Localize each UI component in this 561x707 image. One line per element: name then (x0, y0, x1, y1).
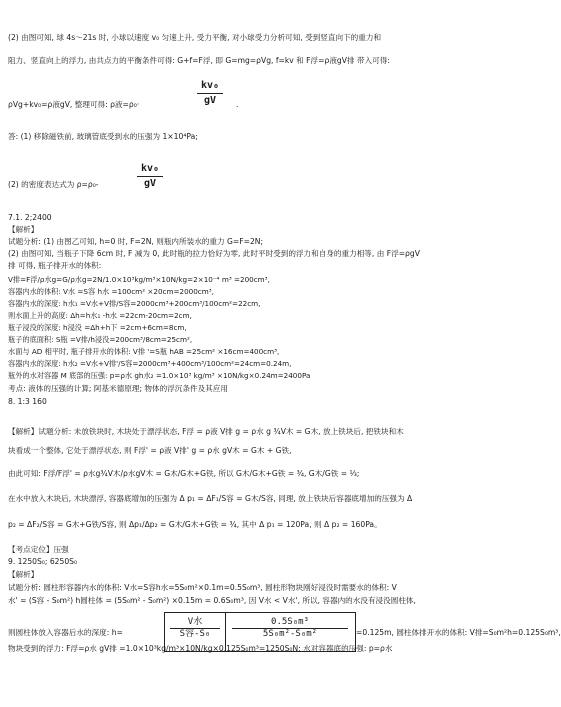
text-period: . (236, 100, 239, 109)
text-line: 在水中放入木块后, 木块漂浮, 容器底增加的压强为 Δ p₁ = ΔF₁/S容 = G木/S容, 同理, 放上铁块后容器底增加的压强为 Δ (8, 494, 413, 503)
fraction-denominator: gV (203, 95, 217, 106)
text-line: 7.1. 2;2400 (8, 213, 52, 222)
text-line: 【解析】 (8, 225, 39, 234)
text-line: 物块受到的浮力: F浮=ρ水 gV排 =1.0×10³kg/m³×10N/kg×0.125S₀m³=1250S₀N; 水对容器底的压强: p=ρ水 (8, 644, 393, 653)
text-line: =0.125m, 圆柱体排开水的体积: V排=S₀m²h=0.125S₀m³, (356, 628, 561, 637)
text-line: 排 可得, 瓶子排开水的体积: (8, 261, 102, 270)
text-line: 容器内水的深度: h水₁ =V水+V排/S容=2000cm³+200cm³/100cm²=22cm, (8, 299, 261, 308)
text-line: (2) 的密度表达式为 ρ=ρ₀- (8, 180, 99, 189)
text-line: 阻力、竖直向上的浮力, 由共点力的平衡条件可得: G+f=F浮, 即 G=mg=ρVg, f=kv 和 F浮=ρ液gV排 带入可得: (8, 56, 390, 65)
text-line: 水面与 AD 相平时, 瓶子排开水的体积: V排 '=S瓶 hAB =25cm² ×16cm=400cm³, (8, 347, 280, 356)
text-line: 9. 1250S₀; 6250S₀ (8, 557, 78, 566)
fraction-numerator: V水 (187, 617, 203, 627)
text-line: 容器内水的深度: h水₂ =V水+V排'/S容=2000cm³+400cm³/100cm²=24cm=0.24m, (8, 359, 292, 368)
text-line: 则圆柱体放入容器后水的深度: h= (8, 628, 123, 637)
text-line: (2) 由图可知, 球 4s～21s 时, 小球以速度 v₀ 匀速上升, 受力平衡, 对小球受力分析可知, 受到竖直向下的重力和 (8, 33, 382, 42)
text-line: p₂ = ΔF₂/S容 = G木+G铁/S容, 则 Δp₁/Δp₂ = G木/G木+G铁 = ¾, 其中 Δ p₁ = 120Pa, 则 Δ p₂ = 160Pa。 (8, 520, 382, 529)
text-line: (2) 由图可知, 当瓶子下降 6cm 时, F 减为 0, 此时瓶的拉力恰好为零, 此时平时受到的浮力和自身的重力相等, 由 F浮=ρgV (8, 249, 420, 258)
text-line: 【解析】 (8, 570, 39, 579)
text-line: 水' = (S容 - S₀m²) h圆柱体 = (5S₀m² - S₀m²) ×0.15m = 0.6S₀m³, 因 V水 < V水', 所以, 容器内的水没有浸没圆柱体, (8, 596, 416, 605)
text-line: 块看成一个整体, 它处于漂浮状态, 则 F浮' = ρ液 V排' g = ρ水 gV木 = G木 + G铁, (8, 446, 292, 455)
fraction-denominator: gV (143, 178, 157, 189)
fraction-numerator: kv₀ (200, 80, 220, 91)
fraction-denominator: 5S₀m²-S₀m² (262, 629, 318, 639)
text-line: 考点: 液体的压强的计算; 阿基米德原理; 物体的浮沉条件及其应用 (8, 384, 228, 393)
fraction-numerator: 0.5S₀m³ (271, 617, 309, 627)
fraction-numerator: kv₀ (140, 163, 160, 174)
text-line: 答: (1) 移除磁铁前, 玻璃管底受到水的压强为 1×10⁴Pa; (8, 132, 198, 141)
text-line: 【解析】试题分析: 未放铁块时, 木块处于漂浮状态, F浮 = ρ液 V排 g = ρ水 g ¾V木 = G木, 放上铁块后, 把铁块和木 (8, 427, 404, 436)
fraction-bar (197, 93, 223, 94)
text-line: 则水面上升的高度: Δh=h水₁ -h水 =22cm-20cm=2cm, (8, 311, 192, 320)
text-line: ρVg+kv₀=ρ液gV, 整理可得: ρ液=ρ₀· (8, 100, 140, 109)
text-line: 试题分析: (1) 由图乙可知, h=0 时, F=2N, 则瓶内所装水的重力 G=F=2N; (8, 237, 264, 246)
text-line: 试题分析: 圆柱形容器内水的体积: V水=S容h水=5S₀m²×0.1m=0.5S₀m³, 圆柱形物块刚好浸没时需要水的体积: V (8, 583, 397, 592)
text-line: V排=F浮/ρ水g=G/ρ水g=2N/1.0×10³kg/m³×10N/kg=2×10⁻⁴ m³ =200cm³, (8, 275, 270, 284)
text-line: 瓶子的底面积: S瓶 =V排/h浸没=200cm³/8cm=25cm², (8, 335, 193, 344)
text-line: 瓶子浸没的深度: h浸没 =Δh+h下 =2cm+6cm=8cm, (8, 323, 187, 332)
text-line: 瓶外的水对容器 M 底部的压强: p=ρ水 gh水₂ =1.0×10³ kg/m³ ×10N/kg×0.24m=2400Pa (8, 371, 311, 380)
text-line: 容器内水的体积: V水 =S容 h水 =100cm² ×20cm=2000cm³, (8, 287, 214, 296)
text-line: 由此可知: F浮/F浮' = ρ水g¾V木/ρ水gV木 = G木/G木+G铁, 所以 G木/G木+G铁 = ¾, G木/G铁 = ⅓; (8, 469, 360, 478)
fraction-bar (137, 176, 163, 177)
text-line: 【考点定位】压强 (8, 545, 69, 554)
text-line: 8. 1:3 160 (8, 397, 47, 406)
fraction-denominator: S容-S₀ (179, 629, 211, 639)
